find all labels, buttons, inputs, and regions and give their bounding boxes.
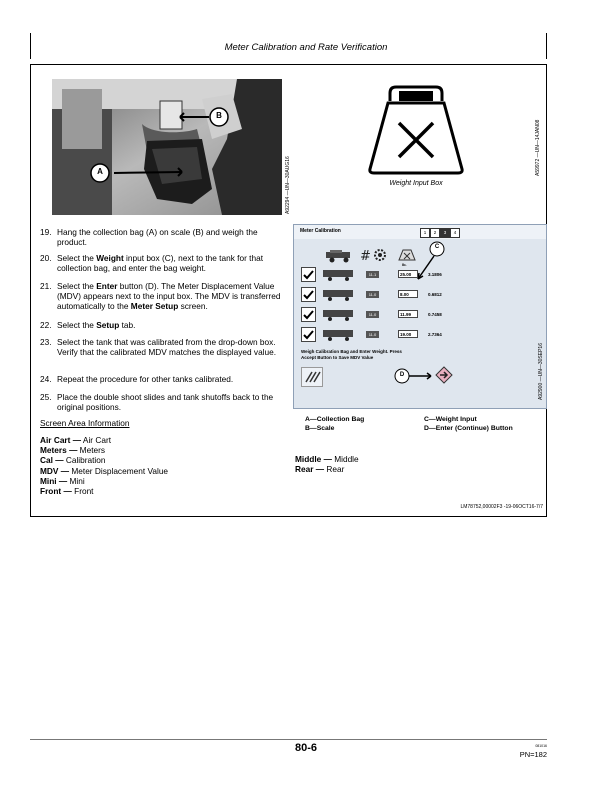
page-header-title: Meter Calibration and Rate Verification xyxy=(224,42,388,53)
photo-label-a: A xyxy=(97,167,103,176)
mdv-value: 0.7458 xyxy=(428,312,442,317)
dash: — xyxy=(72,435,82,445)
frame-bottom-rule xyxy=(30,516,547,517)
term: Air Cart xyxy=(40,435,71,445)
photo-collection-bag-scale xyxy=(52,79,282,215)
dash: — xyxy=(58,475,68,486)
meter-rate-tag: 11.0 xyxy=(366,311,379,318)
step-23 xyxy=(40,337,285,357)
step-20 xyxy=(40,253,285,273)
meter-rate-tag: 11.0 xyxy=(366,291,379,298)
screen-tab[interactable]: 2 xyxy=(430,228,440,238)
row-checkbox[interactable] xyxy=(301,307,316,322)
weight-input-box[interactable]: 25.00 xyxy=(398,270,418,278)
row-checkbox[interactable] xyxy=(301,287,316,302)
screen-figure-id: A92900 —UN—30SEP16 xyxy=(538,343,544,400)
step-text: Hang the collection bag (A) on scale (B) and weigh the product. xyxy=(57,227,258,247)
tank-icon xyxy=(322,328,357,341)
step-24 xyxy=(40,374,285,384)
caption-col-right xyxy=(424,416,513,433)
step-25 xyxy=(40,392,285,412)
screen-title: Meter Calibration xyxy=(300,228,341,234)
term-row xyxy=(40,445,168,455)
step-text: Select the tank that was calibrated from the drop-down box. Verify that the calibrated MDV matches the displayed value. xyxy=(57,337,277,357)
step-num: 22. xyxy=(40,320,52,330)
enter-term: Enter xyxy=(96,281,118,291)
step-text: Repeat the procedure for other tanks calibrated. xyxy=(57,374,234,384)
definition: Middle xyxy=(334,454,359,464)
frame-top-rule xyxy=(30,64,547,65)
screen-tab[interactable]: 4 xyxy=(450,228,460,238)
weight-input-box[interactable]: 11.99 xyxy=(398,310,418,318)
unit-label: lb. xyxy=(402,262,407,267)
term: MDV xyxy=(40,465,59,476)
terms-right-list xyxy=(295,454,359,474)
dash: — xyxy=(69,445,78,456)
term-row xyxy=(40,486,168,496)
screen-instruction: Weigh Calibration Bag and Enter Weight. Press Accept Button to Save MDV Value xyxy=(301,349,402,360)
term-row xyxy=(295,454,359,464)
dash: — xyxy=(323,454,332,464)
dash: — xyxy=(315,464,325,475)
term: Front xyxy=(40,486,62,497)
screen-area-heading xyxy=(40,418,130,428)
step-text: Select the xyxy=(57,281,97,291)
footer-rule xyxy=(30,739,547,740)
frame-left-rule xyxy=(30,64,31,516)
caption-c: C—Weight Input xyxy=(424,416,477,423)
term: Meters xyxy=(40,445,67,456)
photo-label-b: B xyxy=(216,111,222,120)
callout-c-arrow xyxy=(410,239,450,285)
meter-settings-icon xyxy=(360,247,388,263)
step-text: Select the xyxy=(57,253,97,263)
air-cart-icon xyxy=(324,249,356,263)
dash: — xyxy=(63,486,72,497)
back-button[interactable] xyxy=(301,367,323,387)
term: Cal xyxy=(40,455,53,466)
terms-left-list xyxy=(40,435,168,496)
definition: Air Cart xyxy=(82,435,112,445)
pn-number: PN=182 xyxy=(519,750,547,759)
enter-continue-button[interactable] xyxy=(435,366,453,384)
caption-a: A—Collection Bag xyxy=(305,416,365,423)
weight-input-box[interactable]: 19.00 xyxy=(398,330,418,338)
term-row xyxy=(40,476,168,486)
step-text: Select the xyxy=(57,320,97,330)
setup-term: Setup xyxy=(96,320,120,330)
svg-text:#: # xyxy=(360,249,371,263)
step-num: 21. xyxy=(40,281,52,291)
term-row xyxy=(40,435,168,445)
mdv-value: 2.7364 xyxy=(428,332,442,337)
term: Rear xyxy=(295,464,314,475)
screen-tab-active[interactable]: 3 xyxy=(440,228,450,238)
tank-icon xyxy=(322,288,357,301)
callout-d-label: D xyxy=(399,372,405,378)
step-num: 24. xyxy=(40,374,52,384)
step-text: screen. xyxy=(178,301,208,311)
mdv-value: 3.1806 xyxy=(428,272,442,277)
tank-icon xyxy=(322,268,357,281)
term: Middle xyxy=(295,454,322,464)
definition: Meters xyxy=(79,445,106,456)
meter-setup-term: Meter Setup xyxy=(130,301,179,311)
weight-figure-id: A59972 —UN—14JAN08 xyxy=(535,119,541,176)
dash: — xyxy=(60,465,70,476)
definition: Calibration xyxy=(65,455,106,466)
step-21 xyxy=(40,281,285,311)
weight-input-box[interactable]: 8.00 xyxy=(398,290,418,298)
step-text: input box (C), next to the tank for that collection bag, and enter the bag weight. xyxy=(57,253,263,273)
step-text: button (D). The Meter Displacement Value (MDV) appears next to the input box. The MDV is transferred automatically to the xyxy=(57,281,281,311)
meter-rate-tag: 11.0 xyxy=(366,331,379,338)
step-num: 19. xyxy=(40,227,52,237)
small-code: 081016 xyxy=(535,744,547,748)
weight-term: Weight xyxy=(96,253,124,263)
caption-b: B—Scale xyxy=(305,424,335,432)
term: Mini xyxy=(40,475,57,486)
page-number: 80-6 xyxy=(294,742,318,754)
step-num: 23. xyxy=(40,337,52,347)
tank-icon xyxy=(322,308,357,321)
callout-c-label: C xyxy=(434,244,440,250)
weight-input-box-icon xyxy=(366,85,466,175)
term-row xyxy=(40,455,168,465)
step-text: tab. xyxy=(119,320,136,330)
screen-tab[interactable]: 1 xyxy=(420,228,430,238)
caption-d: D—Enter (Continue) Button xyxy=(424,424,513,432)
step-num: 20. xyxy=(40,253,52,263)
definition: Mini xyxy=(69,475,85,486)
row-checkbox[interactable] xyxy=(301,327,316,342)
step-22 xyxy=(40,320,285,330)
mdv-value: 0.6812 xyxy=(428,292,442,297)
term-row xyxy=(295,464,359,474)
meter-calibration-screen xyxy=(293,224,547,409)
heading-word: Information xyxy=(88,418,130,428)
definition: Front xyxy=(74,486,94,497)
weight-figure-caption: Weight Input Box xyxy=(389,180,443,187)
definition: Meter Displacement Value xyxy=(71,465,169,476)
reference-code: LM78752,00002F3 -19-06OCT16-7/7 xyxy=(460,504,543,510)
step-text: Place the double shoot slides and tank shutoffs back to the original positions. xyxy=(57,392,274,412)
definition: Rear xyxy=(326,464,345,475)
screen-tabs xyxy=(420,228,460,238)
meter-rate-tag: 11.1 xyxy=(366,271,379,278)
dash: — xyxy=(55,455,64,466)
photo-figure-id: A92294 —UN—30AUG16 xyxy=(285,156,291,214)
term-row xyxy=(40,466,168,476)
enter-arrow-icon xyxy=(435,366,453,384)
heading-word: Area xyxy=(68,418,86,428)
step-num: 25. xyxy=(40,392,52,402)
slash-lines-icon xyxy=(302,368,322,386)
row-checkbox[interactable] xyxy=(301,267,316,282)
heading-word: Screen xyxy=(40,418,67,428)
caption-col-left xyxy=(305,416,364,433)
step-19 xyxy=(40,227,285,247)
